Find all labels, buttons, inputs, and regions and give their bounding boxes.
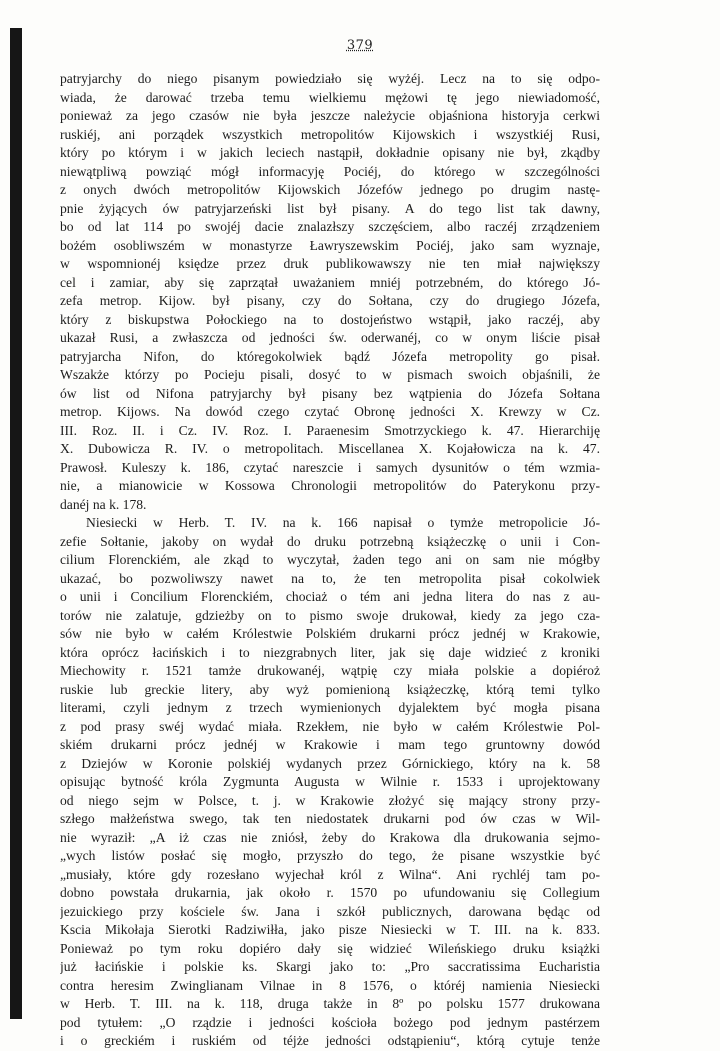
- text-line: „musiały, które gdy rozesłano wyjechał król z Wilna“. Ani rychléj tam po-: [60, 866, 600, 882]
- text-line: danéj na k. 178.: [60, 496, 147, 512]
- text-line: pnie żyjących ów patryjarzeński list był pisany. A do tego list tak dawny,: [60, 200, 600, 216]
- text-line: i o greckiém i ruskiém od téjże jedności odstąpieniu“, którą cytuje tenże: [60, 1033, 600, 1048]
- text-line: nie wyraził: „A iż czas nie zniósł, żeby do Krakowa dla drukowania sejmo-: [60, 829, 600, 845]
- text-line: dobno powstała drukarnia, jak około r. 1570 po ufundowaniu się Collegium: [60, 885, 600, 900]
- body-text: [60, 70, 600, 1051]
- text-line: z onych dwóch metropolitów Kijowskich Józefów jednego po drugim nastę-: [60, 182, 600, 197]
- text-line: literami, czyli jednym z trzech wymienionych dyjalektem być mogła pisana: [60, 700, 600, 715]
- text-line: III. Roz. II. i Cz. IV. Roz. I. Paraenesim Smotrzyckiego k. 47. Hierarchiję: [60, 422, 600, 438]
- text-line: contra heresim Zwinglianam Vilnae in 8 1576, o któréj namienia Niesiecki: [60, 977, 600, 993]
- text-line: Prawosł. Kuleszy k. 186, czytać nareszcie i samych dysunitów o tém wzmia-: [60, 459, 600, 475]
- text-line: wiada, że darować trzeba temu wielkiemu mężowi tę jego niewiadomość,: [60, 89, 600, 105]
- text-line: w Herb. T. III. na k. 118, druga także in 8º po polsku 1577 drukowana: [60, 996, 600, 1011]
- text-line: który po którym i w jakich leciech nastąpił, dokładnie opisany nie był, zkądby: [60, 145, 600, 160]
- text-line: X. Dubowicza R. IV. o metropolitach. Miscellanea X. Kojałowicza na k. 47.: [60, 441, 600, 456]
- text-line: Kscia Mikołaja Sierotki Radziwiłła, jako pisze Niesiecki w T. III. na k. 833.: [60, 922, 600, 937]
- text-line: ruskiéj, ani porządek wszystkich metropolitów Kijowskich i wszystkiéj Rusi,: [60, 126, 600, 142]
- text-line: Wszakże którzy po Pocieju pisali, dosyć to w pismach swoich objaśnili, że: [60, 367, 600, 382]
- text-line: jezuickiego przy kościele św. Jana i szkół publicznych, darowana będąc od: [60, 903, 600, 919]
- text-line: sów nie było w całém Królestwie Polskiém drukarni prócz jednéj w Krakowie,: [60, 626, 600, 641]
- page-number: 379: [346, 38, 374, 53]
- text-line: bożém osobliwszém w monastyrze Ławryszewskim Pociéj, jako sam wyznaje,: [60, 237, 600, 253]
- text-line: torów nie zalatuje, gdzieżby on to pismo swoje drukował, kiedy za jego cza-: [60, 607, 600, 623]
- text-line: cel i zamiar, aby się zaprzątał uważaniem mniéj potrzebném, do którego Jó-: [60, 274, 600, 290]
- text-line: ruskie lub greckie litery, aby wyż pomienioną książeczkę, którą temi tylko: [60, 681, 600, 697]
- text-line: ukazać, bo pozwoliwszy nawet na to, że ten metropolita pisał cokolwiek: [60, 570, 600, 586]
- text-line: który z biskupstwa Połockiego na to dostojeństwo wstąpił, jako raczéj, aby: [60, 311, 600, 327]
- text-line: w wspomnionéj księdze przez druk publikowawszy nie ten miał największy: [60, 256, 600, 271]
- text-line: metrop. Kijows. Na dowód czego czytać Obronę jedności X. Krewzy w Cz.: [60, 404, 600, 419]
- text-line: ponieważ za jego czasów nie była jeszcze należycie objaśniona historyja cerkwi: [60, 108, 600, 123]
- text-line: Ponieważ po tym roku dopiéro dały się widzieć Wileńskiego druku książki: [60, 940, 600, 956]
- text-line: Niesiecki w Herb. T. IV. na k. 166 napisał o tymże metropolicie Jó-: [86, 515, 600, 530]
- text-line: skiém drukarni prócz jednéj w Krakowie i mam tego gruntowny dowód: [60, 737, 600, 752]
- text-line: patryjarcha Nifon, do któregokolwiek bądź Józefa metropolity go pisał.: [60, 348, 600, 364]
- text-line: niewątpliwą powziąć mógł informacyję Pociéj, do którego w szczególności: [60, 163, 600, 179]
- text-line: nie, a mianowicie w Kossowa Chronologii metropolitów do Paterykonu przy-: [60, 478, 600, 493]
- text-line: zefie Sołtanie, jakoby on wydał do druku potrzebną książeczkę o unii i Con-: [60, 533, 600, 549]
- text-line: z pod prasy swéj wydać miała. Rzekłem, nie było w całém Królestwie Pol-: [60, 718, 600, 734]
- text-line: o unii i Concilium Florenckiém, chociaż o tém ani jedna litera do nas z au-: [60, 589, 600, 604]
- text-line: Miechowity r. 1521 tamże drukowanéj, wątpię czy miała polskie a dopiéroż: [60, 663, 600, 678]
- text-line: która oprócz łacińskich i to niezgrabnych liter, jak się daje widzieć z kroniki: [60, 644, 600, 660]
- text-line: od niego sejm w Polsce, t. j. w Krakowie złożyć się mający strony przy-: [60, 792, 600, 808]
- text-line: szłego małżeństwa swego, tak ten niedostatek drukarni pod ów czas w Wil-: [60, 811, 600, 826]
- text-line: już łacińskie i polskie ks. Skargi jako to: „Pro saccratissima Eucharistia: [60, 959, 600, 974]
- text-line: zefa metrop. Kijow. był pisany, czy do Sołtana, czy do drugiego Józefa,: [60, 293, 600, 308]
- text-line: patryjarchy do niego pisanym powiedziało się wyżéj. Lecz na to się odpo-: [60, 71, 600, 86]
- scan-binding-edge: [10, 28, 22, 1019]
- text-line: ów list od Nifona patryjarchy był pisany bez wątpienia do Józefa Sołtana: [60, 385, 600, 401]
- text-line: pod tytułem: „O rządzie i jedności kościoła bożego pod jednym pastérzem: [60, 1014, 600, 1030]
- text-line: opisując bytność króla Zygmunta Augusta w Wilnie r. 1533 i uprojektowany: [60, 774, 600, 789]
- text-line: „wych listów posłać się mogło, przyszło do tego, że pisane wszystkie być: [60, 848, 600, 863]
- text-line: ukazał Rusi, a zwłaszcza od jedności św. oderwanéj, co w onym liście pisał: [60, 330, 600, 345]
- text-line: bo od lat 114 po swojéj dacie znalazłszy szczęściem, albo raczéj zrządzeniem: [60, 219, 600, 234]
- text-line: z Dziejów w Koronie polskiéj wydanych przez Górnickiego, który na k. 58: [60, 755, 600, 771]
- text-line: cilium Florenckiém, ale zkąd to wyczytał, żaden tego ani on sam nie mógłby: [60, 552, 600, 567]
